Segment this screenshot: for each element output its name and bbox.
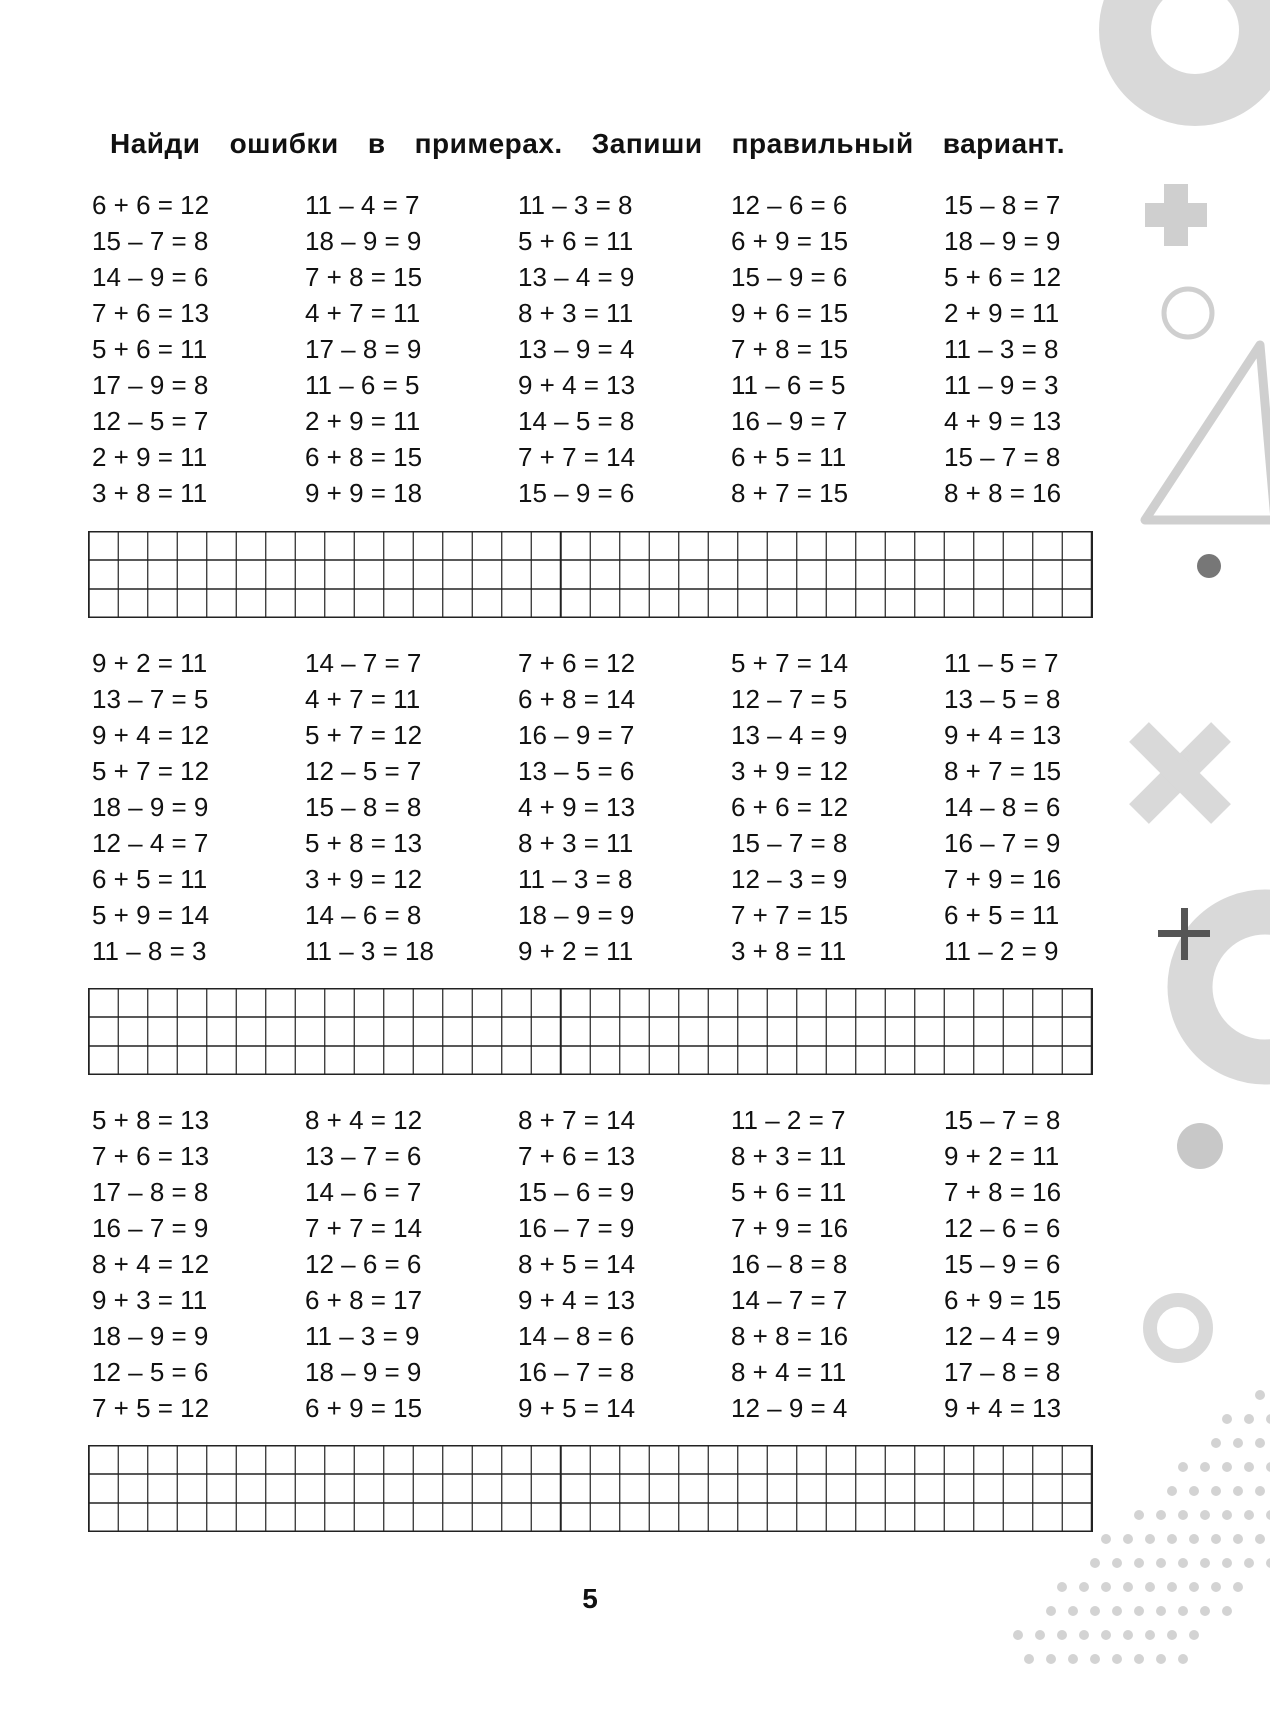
example-item: 7 + 9 = 16	[944, 864, 1062, 894]
example-item: 6 + 6 = 12	[92, 190, 210, 220]
example-item: 7 + 7 = 15	[731, 900, 849, 930]
answer-grid-3	[88, 1445, 1093, 1532]
example-item: 4 + 9 = 13	[944, 406, 1062, 436]
example-item: 5 + 6 = 11	[731, 1177, 847, 1207]
example-item: 11 – 4 = 7	[305, 190, 420, 220]
example-item: 9 + 9 = 18	[305, 478, 423, 508]
example-item: 15 – 9 = 6	[518, 478, 635, 508]
example-item: 8 + 3 = 11	[518, 298, 634, 328]
example-item: 7 + 7 = 14	[305, 1213, 423, 1243]
example-item: 7 + 6 = 13	[518, 1141, 636, 1171]
example-item: 11 – 3 = 18	[305, 936, 434, 966]
example-item: 11 – 2 = 9	[944, 936, 1059, 966]
example-item: 5 + 6 = 11	[92, 334, 208, 364]
example-item: 3 + 8 = 11	[92, 478, 208, 508]
example-item: 8 + 3 = 11	[731, 1141, 847, 1171]
example-item: 17 – 8 = 8	[944, 1357, 1061, 1387]
example-item: 16 – 8 = 8	[731, 1249, 848, 1279]
page-number: 5	[582, 1583, 598, 1614]
example-item: 6 + 5 = 11	[731, 442, 847, 472]
plus-icon	[1145, 184, 1207, 246]
example-item: 15 – 8 = 8	[305, 792, 422, 822]
example-item: 13 – 5 = 6	[518, 756, 635, 786]
example-item: 17 – 9 = 8	[92, 370, 209, 400]
example-item: 9 + 4 = 12	[92, 720, 210, 750]
example-item: 14 – 6 = 8	[305, 900, 422, 930]
example-item: 12 – 3 = 9	[731, 864, 848, 894]
example-item: 15 – 8 = 7	[944, 190, 1061, 220]
example-item: 12 – 7 = 5	[731, 684, 848, 714]
example-item: 14 – 7 = 7	[731, 1285, 848, 1315]
example-item: 8 + 8 = 16	[731, 1321, 849, 1351]
example-item: 8 + 4 = 12	[305, 1105, 423, 1135]
example-item: 2 + 9 = 11	[92, 442, 208, 472]
example-item: 5 + 8 = 13	[92, 1105, 210, 1135]
example-item: 9 + 2 = 11	[944, 1141, 1060, 1171]
example-item: 12 – 6 = 6	[731, 190, 848, 220]
example-item: 13 – 7 = 5	[92, 684, 209, 714]
example-item: 4 + 7 = 11	[305, 684, 421, 714]
example-item: 5 + 9 = 14	[92, 900, 210, 930]
example-item: 9 + 4 = 13	[518, 1285, 636, 1315]
example-item: 12 – 4 = 9	[944, 1321, 1061, 1351]
example-item: 7 + 7 = 14	[518, 442, 636, 472]
example-item: 18 – 9 = 9	[944, 226, 1061, 256]
example-item: 13 – 5 = 8	[944, 684, 1061, 714]
example-item: 13 – 7 = 6	[305, 1141, 422, 1171]
example-item: 9 + 4 = 13	[518, 370, 636, 400]
example-item: 12 – 5 = 7	[305, 756, 422, 786]
example-item: 11 – 3 = 9	[305, 1321, 420, 1351]
example-item: 18 – 9 = 9	[92, 1321, 209, 1351]
example-item: 11 – 3 = 8	[944, 334, 1059, 364]
example-item: 14 – 5 = 8	[518, 406, 635, 436]
example-item: 8 + 5 = 14	[518, 1249, 636, 1279]
example-item: 16 – 9 = 7	[518, 720, 635, 750]
example-item: 2 + 9 = 11	[944, 298, 1060, 328]
example-item: 7 + 8 = 16	[944, 1177, 1062, 1207]
example-item: 6 + 5 = 11	[92, 864, 208, 894]
example-item: 7 + 6 = 12	[518, 648, 636, 678]
example-item: 5 + 6 = 11	[518, 226, 634, 256]
example-item: 3 + 9 = 12	[305, 864, 423, 894]
example-item: 6 + 8 = 14	[518, 684, 636, 714]
example-item: 9 + 4 = 13	[944, 1393, 1062, 1423]
example-item: 12 – 4 = 7	[92, 828, 209, 858]
example-item: 13 – 4 = 9	[731, 720, 848, 750]
example-item: 11 – 6 = 5	[305, 370, 420, 400]
example-item: 6 + 8 = 17	[305, 1285, 423, 1315]
example-item: 9 + 4 = 13	[944, 720, 1062, 750]
example-item: 12 – 5 = 6	[92, 1357, 209, 1387]
example-item: 6 + 5 = 11	[944, 900, 1060, 930]
example-item: 14 – 7 = 7	[305, 648, 422, 678]
example-item: 3 + 8 = 11	[731, 936, 847, 966]
example-item: 11 – 2 = 7	[731, 1105, 846, 1135]
example-item: 9 + 2 = 11	[92, 648, 208, 678]
example-item: 8 + 7 = 15	[731, 478, 849, 508]
example-item: 11 – 6 = 5	[731, 370, 846, 400]
example-item: 16 – 7 = 8	[518, 1357, 635, 1387]
plus-icon	[1158, 908, 1210, 960]
example-item: 7 + 6 = 13	[92, 298, 210, 328]
dot-icon	[1197, 554, 1221, 578]
example-item: 12 – 9 = 4	[731, 1393, 848, 1423]
example-item: 5 + 7 = 12	[305, 720, 423, 750]
example-item: 8 + 3 = 11	[518, 828, 634, 858]
circle-outline-icon	[1164, 289, 1212, 337]
example-item: 2 + 9 = 11	[305, 406, 421, 436]
example-item: 11 – 3 = 8	[518, 190, 633, 220]
example-item: 8 + 7 = 14	[518, 1105, 636, 1135]
example-item: 7 + 5 = 12	[92, 1393, 210, 1423]
example-item: 15 – 7 = 8	[944, 1105, 1061, 1135]
example-item: 8 + 4 = 11	[731, 1357, 847, 1387]
example-item: 5 + 6 = 12	[944, 262, 1062, 292]
example-item: 15 – 9 = 6	[731, 262, 848, 292]
example-item: 16 – 9 = 7	[731, 406, 848, 436]
example-item: 17 – 8 = 8	[92, 1177, 209, 1207]
example-item: 16 – 7 = 9	[92, 1213, 209, 1243]
answer-grid-1	[88, 531, 1093, 618]
example-item: 6 + 6 = 12	[731, 792, 849, 822]
example-item: 9 + 6 = 15	[731, 298, 849, 328]
example-item: 16 – 7 = 9	[518, 1213, 635, 1243]
example-item: 6 + 9 = 15	[944, 1285, 1062, 1315]
example-item: 3 + 9 = 12	[731, 756, 849, 786]
ring-icon	[1150, 1300, 1206, 1356]
example-item: 15 – 7 = 8	[92, 226, 209, 256]
example-item: 18 – 9 = 9	[305, 226, 422, 256]
example-item: 9 + 2 = 11	[518, 936, 634, 966]
example-item: 11 – 3 = 8	[518, 864, 633, 894]
example-item: 11 – 8 = 3	[92, 936, 207, 966]
example-item: 11 – 9 = 3	[944, 370, 1059, 400]
example-item: 15 – 6 = 9	[518, 1177, 635, 1207]
example-item: 18 – 9 = 9	[305, 1357, 422, 1387]
example-item: 6 + 8 = 15	[305, 442, 423, 472]
example-item: 6 + 9 = 15	[731, 226, 849, 256]
example-item: 8 + 8 = 16	[944, 478, 1062, 508]
example-item: 14 – 8 = 6	[518, 1321, 635, 1351]
ring-icon	[1125, 0, 1265, 100]
example-item: 11 – 5 = 7	[944, 648, 1059, 678]
example-item: 12 – 6 = 6	[944, 1213, 1061, 1243]
example-item: 14 – 8 = 6	[944, 792, 1061, 822]
dot-icon	[1177, 1123, 1223, 1169]
example-item: 4 + 9 = 13	[518, 792, 636, 822]
example-item: 7 + 8 = 15	[305, 262, 423, 292]
triangle-outline-icon	[1145, 345, 1270, 520]
example-item: 14 – 9 = 6	[92, 262, 209, 292]
example-item: 13 – 4 = 9	[518, 262, 635, 292]
example-item: 7 + 8 = 15	[731, 334, 849, 364]
example-item: 12 – 6 = 6	[305, 1249, 422, 1279]
example-item: 8 + 7 = 15	[944, 756, 1062, 786]
example-item: 9 + 5 = 14	[518, 1393, 636, 1423]
example-item: 5 + 7 = 12	[92, 756, 210, 786]
example-item: 17 – 8 = 9	[305, 334, 422, 364]
page-title: Найди ошибки в примерах. Запиши правильный вариант.	[110, 128, 1065, 159]
example-item: 18 – 9 = 9	[518, 900, 635, 930]
example-item: 8 + 4 = 12	[92, 1249, 210, 1279]
example-item: 5 + 8 = 13	[305, 828, 423, 858]
example-item: 12 – 5 = 7	[92, 406, 209, 436]
example-item: 15 – 9 = 6	[944, 1249, 1061, 1279]
answer-grid-2	[88, 988, 1093, 1075]
cross-icon	[1098, 691, 1262, 855]
example-item: 15 – 7 = 8	[731, 828, 848, 858]
example-item: 16 – 7 = 9	[944, 828, 1061, 858]
example-item: 13 – 9 = 4	[518, 334, 635, 364]
example-item: 18 – 9 = 9	[92, 792, 209, 822]
example-item: 4 + 7 = 11	[305, 298, 421, 328]
example-item: 5 + 7 = 14	[731, 648, 849, 678]
example-item: 7 + 6 = 13	[92, 1141, 210, 1171]
example-item: 15 – 7 = 8	[944, 442, 1061, 472]
example-item: 14 – 6 = 7	[305, 1177, 422, 1207]
example-item: 7 + 9 = 16	[731, 1213, 849, 1243]
example-item: 6 + 9 = 15	[305, 1393, 423, 1423]
example-item: 9 + 3 = 11	[92, 1285, 208, 1315]
ring-icon	[1190, 912, 1270, 1062]
